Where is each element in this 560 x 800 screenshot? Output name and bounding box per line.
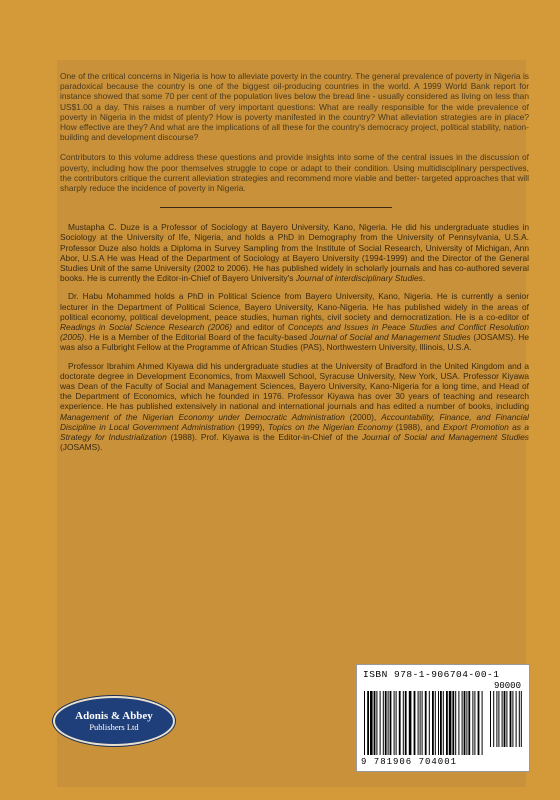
cover-text xyxy=(60,71,529,453)
blurb-paragraph-2: Contributors to this volume address these questions and provide insights into some of the central issues in the discussion of poverty, including how the poor themselves struggle to cope or adapt to their condition. Using multidisciplinary perspectives, the contributors critique the current alleviation strategies and recommend more viable and better- targeted approaches that will sharply reduce the incidence of poverty in Nigeria. xyxy=(60,152,529,194)
publisher-name: Adonis & Abbey xyxy=(75,710,153,722)
price-addon-digits: 90000 xyxy=(493,681,521,691)
blurb-paragraph-1: One of the critical concerns in Nigeria is how to alleviate poverty in the country. The general prevalence of poverty in Nigeria is paradoxical because the country is one of the biggest oil-producing countries in the world. A 1999 World Bank report for instance showed that some 70 per cent of the population lives below the bread line - usually considered as living on less than US$1.00 a day. This raises a number of very important questions: What are really responsible for the wide prevalence of poverty in Nigeria in the midst of plenty? How is poverty manifested in the country? What alleviation strategies are in place? How effective are they? And what are the implications of all these for the country's democracy project, political stability, nation-building and development discourse? xyxy=(60,71,529,143)
bio-mohammed: Dr. Habu Mohammed holds a PhD in Political Science from Bayero University, Kano, Nigeria. He is currently a senior lecturer in the Department of Political Science, Bayero University, Kano-Nigeria. He has published widely in the areas of political economy, political development, peace studies, human rights, civil society and democratization. He is a co-editor of Readings in Social Science Research (2006) and editor of Concepts and Issues in Peace Studies and Conflict Resolution (2005). He is a Member of the Editorial Board of the faculty-based Journal of Social and Management Studies (JOSAMS). He was also a Fulbright Fellow at the Programme of African Studies (PAS), Northwestern University, Illinois, U.S.A. xyxy=(60,291,529,353)
divider-line xyxy=(160,207,392,208)
isbn-text: ISBN 978-1-906704-00-1 xyxy=(363,669,500,680)
bio-duze: Mustapha C. Duze is a Professor of Sociology at Bayero University, Kano, Nigeria. He did his undergraduate studies in Sociology at the University of Ife, Nigeria, and holds a PhD in Demography from the University of Pennsylvania, U.S.A. Professor Duze also holds a Diploma in Survey Sampling from the Institute of Social Research, University of Michigan, Ann Abor, U.S.A He was Head of the Department of Sociology at Bayero University (1994-1999) and the Director of the General Studies Unit of the same University (2002 to 2006). He has published widely in scholarly journals and has co-authored several books. He is currently the Editor-in-Chief of Bayero University's Journal of interdisciplinary Studies. xyxy=(60,222,529,284)
bio-kiyawa: Professor Ibrahim Ahmed Kiyawa did his undergraduate studies at the University of Bradford in the United Kingdom and a doctorate degree in Development Economics, from Maxwell School, Syracuse University, New York, USA. Professor Kiyawa was Dean of the Faculty of Social and Management Sciences, Bayero University, Kano-Nigeria for a long time, and Head of the Department of Economics, which he founded in 1976. Professor Kiyawa has over 30 years of teaching and research experience. He has published extensively in national and international journals and has edited a number of books, including Management of the Nigerian Economy under Democratic Administration (2000), Accountability, Finance, and Financial Discipline in Local Government Administration (1999), Topics on the Nigerian Economy (1988), and Export Promotion as a Strategy for Industrialization (1988). Prof. Kiyawa is the Editor-in-Chief of the Journal of Social and Management Studies (JOSAMS). xyxy=(60,360,530,453)
ean-digits: 9 781906 704001 xyxy=(361,757,458,767)
publisher-subtitle: Publishers Ltd xyxy=(89,722,139,732)
barcode-bars xyxy=(363,691,485,755)
publisher-logo xyxy=(53,696,175,746)
barcode xyxy=(356,664,530,772)
barcode-addon-bars xyxy=(489,691,523,747)
